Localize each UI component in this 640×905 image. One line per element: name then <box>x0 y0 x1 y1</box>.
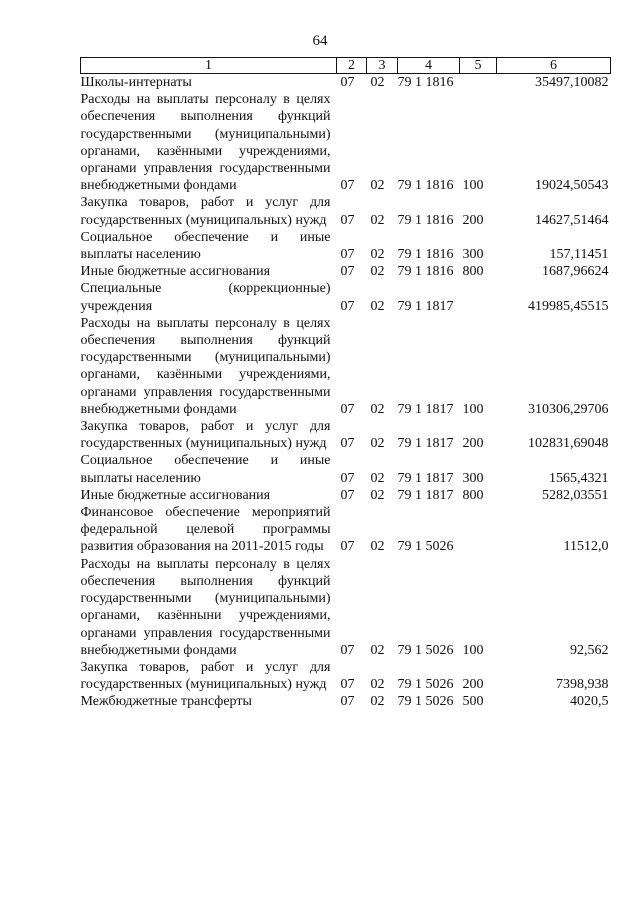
item-name: Иные бюджетные ассигнования <box>80 487 271 503</box>
subsection-code: 02 <box>370 178 385 194</box>
column-header: 2 <box>337 58 367 74</box>
expense-type-code: 800 <box>462 487 484 503</box>
section-code: 07 <box>340 642 355 658</box>
table-row <box>81 504 611 556</box>
item-name: Закупка товаров, работ и услуг для государственных (муниципальных) нужд <box>80 419 331 452</box>
table-row <box>81 659 611 693</box>
column-header: 3 <box>367 58 398 74</box>
amount-value: 157,11451 <box>549 247 609 263</box>
target-article-code: 79 1 1817 <box>397 436 454 452</box>
amount-value: 102831,69048 <box>528 436 609 452</box>
amount-value: 14627,51464 <box>535 212 609 228</box>
table-row <box>81 194 611 228</box>
section-code: 07 <box>340 401 355 417</box>
target-article-code: 79 1 1817 <box>397 401 454 417</box>
expense-type-code: 200 <box>462 436 484 452</box>
expense-type-code <box>460 504 497 556</box>
table-row <box>81 693 611 710</box>
subsection-code: 02 <box>370 677 385 693</box>
subsection-code: 02 <box>370 470 385 486</box>
section-code: 07 <box>340 264 355 280</box>
subsection-code: 02 <box>370 247 385 263</box>
table-row <box>81 315 611 418</box>
target-article-code: 79 1 5026 <box>397 694 454 710</box>
target-article-code: 79 1 1817 <box>397 470 454 486</box>
table-row <box>81 263 611 280</box>
target-article-code: 79 1 1816 <box>397 264 454 280</box>
target-article-code: 79 1 5026 <box>397 642 454 658</box>
section-code: 07 <box>340 539 355 555</box>
subsection-code: 02 <box>370 212 385 228</box>
item-name: Специальные (коррекционные) учреждения <box>80 281 331 314</box>
budget-table <box>80 57 611 711</box>
expense-type-code: 100 <box>462 401 484 417</box>
target-article-code: 79 1 1816 <box>397 247 454 263</box>
expense-type-code: 100 <box>462 642 484 658</box>
expense-type-code: 500 <box>462 694 484 710</box>
expense-type-code: 100 <box>462 178 484 194</box>
amount-value: 1687,96624 <box>542 264 609 280</box>
subsection-code: 02 <box>370 642 385 658</box>
table-row <box>81 229 611 263</box>
subsection-code: 02 <box>370 401 385 417</box>
expense-type-code <box>460 74 497 92</box>
item-name: Расходы на выплаты персоналу в целях обеспечения выполнения функций государственными (муниципальными) органами, казённыни учреждениями, органами управления государственными внебюджетными фондами <box>80 556 331 658</box>
section-code: 07 <box>340 436 355 452</box>
item-name: Расходы на выплаты персоналу в целях обеспечения выполнения функций государственными (муниципальными) органами, казёнными учреждениями, органами управления государственными внебюджетными фондами <box>80 92 331 194</box>
amount-value: 1565,4321 <box>549 470 609 486</box>
section-code: 07 <box>340 677 355 693</box>
section-code: 07 <box>340 470 355 486</box>
item-name: Школы-интернаты <box>80 75 192 90</box>
section-code: 07 <box>340 247 355 263</box>
item-name: Расходы на выплаты персоналу в целях обеспечения выполнения функций государственными (муниципальными) органами, казёнными учреждениями, органами управления государственными внебюджетными фондами <box>80 315 331 417</box>
item-name: Социальное обеспечение и иные выплаты населению <box>80 229 331 263</box>
table-row <box>81 91 611 194</box>
amount-value: 7398,938 <box>556 677 609 693</box>
table-row <box>81 74 611 92</box>
amount-value: 92,562 <box>570 642 609 658</box>
section-code: 07 <box>340 487 355 503</box>
expense-type-code: 200 <box>462 212 484 228</box>
section-code: 07 <box>340 212 355 228</box>
target-article-code: 79 1 5026 <box>397 539 454 555</box>
column-header: 5 <box>460 58 497 74</box>
subsection-code: 02 <box>370 75 385 90</box>
target-article-code: 79 1 5026 <box>397 677 454 693</box>
amount-value: 5282,03551 <box>542 487 609 503</box>
amount-value: 11512,0 <box>563 539 609 555</box>
section-code: 07 <box>340 75 355 90</box>
section-code: 07 <box>340 178 355 194</box>
target-article-code: 79 1 1817 <box>397 298 454 314</box>
target-article-code: 79 1 1817 <box>397 487 454 503</box>
amount-value: 35497,10082 <box>535 75 609 90</box>
expense-type-code: 800 <box>462 264 484 280</box>
target-article-code: 79 1 1816 <box>397 75 454 90</box>
subsection-code: 02 <box>370 539 385 555</box>
subsection-code: 02 <box>370 694 385 710</box>
expense-type-code: 300 <box>462 247 484 263</box>
table-row <box>81 280 611 314</box>
item-name: Социальное обеспечение и иные выплаты населению <box>80 453 331 486</box>
subsection-code: 02 <box>370 264 385 280</box>
expense-type-code: 200 <box>462 677 484 693</box>
subsection-code: 02 <box>370 298 385 314</box>
item-name: Закупка товаров, работ и услуг для государственных (муниципальных) нужд <box>80 659 331 693</box>
page-number: 64 <box>312 33 328 49</box>
amount-value: 310306,29706 <box>528 401 609 417</box>
expense-type-code <box>460 280 497 314</box>
table-row <box>81 487 611 504</box>
section-code: 07 <box>340 694 355 710</box>
section-code: 07 <box>340 298 355 314</box>
amount-value: 19024,50543 <box>535 178 609 194</box>
column-header: 4 <box>398 58 460 74</box>
subsection-code: 02 <box>370 487 385 503</box>
item-name: Финансовое обеспечение мероприятий федеральной целевой программы развития образования на 2011-2015 годы <box>80 505 331 555</box>
subsection-code: 02 <box>370 436 385 452</box>
column-header: 1 <box>81 58 337 74</box>
item-name: Закупка товаров, работ и услуг для государственных (муниципальных) нужд <box>80 195 331 228</box>
item-name: Иные бюджетные ассигнования <box>80 264 271 280</box>
expense-type-code: 300 <box>462 470 484 486</box>
table-header-row <box>81 58 611 74</box>
target-article-code: 79 1 1816 <box>397 212 454 228</box>
table-row <box>81 452 611 486</box>
column-header: 6 <box>497 58 611 74</box>
target-article-code: 79 1 1816 <box>397 178 454 194</box>
table-row <box>81 556 611 659</box>
amount-value: 4020,5 <box>570 694 609 710</box>
amount-value: 419985,45515 <box>528 298 609 314</box>
table-row <box>81 418 611 452</box>
item-name: Межбюджетные трансферты <box>80 694 252 710</box>
